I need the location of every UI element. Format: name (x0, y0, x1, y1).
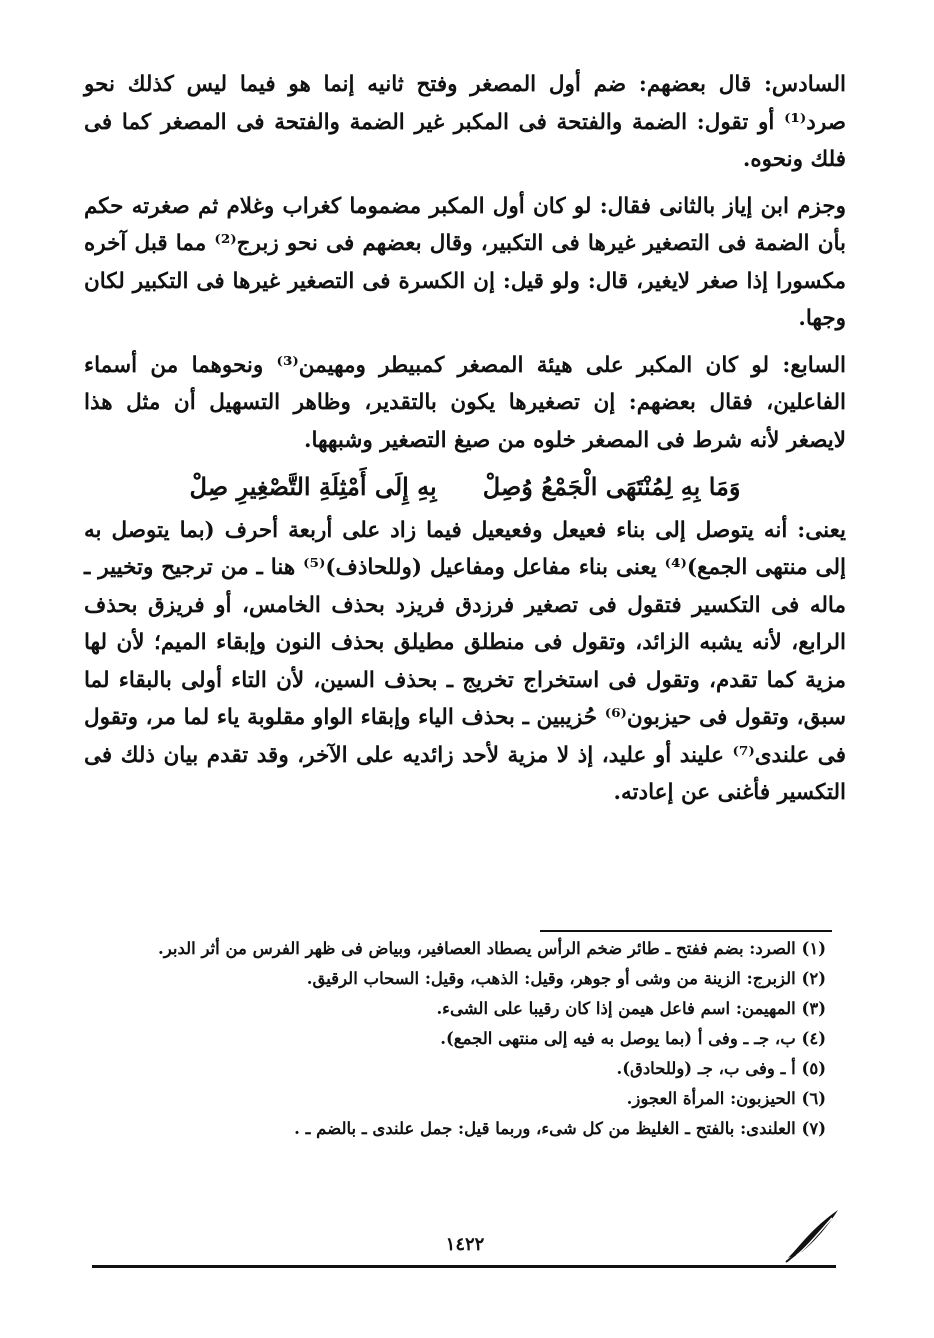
footnote-1: (١) الصرد: بضم ففتح ـ طائر ضخم الرأس يصطاد العصافير، وبياض فى ظهر الفرس من أثر الدبر. (158, 939, 826, 958)
footnote-6: (٦) الحيزبون: المرأة العجوز. (626, 1089, 826, 1108)
footnote-7: (٧) العلندى: بالفتح ـ الغليظ من كل شىء، وربما قيل: جمل علندى ـ بالضم ـ . (294, 1119, 826, 1138)
verse-hemistich-first: وَمَا بِهِ لِمُنْتَهَى الْجَمْعُ وُصِلْ (482, 472, 741, 501)
paragraph-sixth: السادس: قال بعضهم: ضم أول المصغر وفتح ثانيه إنما هو فيما ليس كذلك نحو صرد⁽¹⁾ أو تقول: الضمة والفتحة فى المكبر غير الضمة والفتحة فى المصغر كما فى فلك ونحوه. (84, 72, 846, 172)
bottom-rule (92, 1265, 836, 1268)
footnotes (84, 934, 826, 1144)
footnote-separator (540, 930, 832, 932)
verse-hemistich-second: بِهِ إِلَى أَمْثِلَةِ التَّصْغِيرِ صِلْ (189, 472, 437, 501)
footnote-4: (٤) ب، جـ ـ وفى أ (بما يوصل به فيه إلى منتهى الجمع). (440, 1029, 826, 1048)
footnote-3: (٣) المهيمن: اسم فاعل هيمن إذا كان رقيبا على الشىء. (436, 999, 826, 1018)
paragraph-ibn-iyaz: وجزم ابن إياز بالثانى فقال: لو كان أول المكبر مضموما كغراب وغلام ثم صغرته حكم بأن الضمة فى التصغير غيرها فى التكبير، وقال بعضهم فى نحو زبرج⁽²⁾ مما قبل آخره مكسورا إذا صغر لايغير، قال: ولو قيل: إن الكسرة فى التصغير غيرها فى التكبير لكان وجها. (84, 193, 847, 331)
quill-ornament-icon (782, 1206, 844, 1266)
verse-line (84, 468, 846, 506)
footnote-5: (٥) أ ـ وفى ب، جـ (وللحادق). (616, 1059, 826, 1078)
paragraph-commentary: يعنى: أنه يتوصل إلى بناء فعيعل وفعيعيل فيما زاد على أربعة أحرف (بما يتوصل به إلى منتهى الجمع)⁽⁴⁾ يعنى بناء مفاعل ومفاعيل (وللحاذف)⁽⁵⁾ هنا ـ من ترجيح وتخيير ـ ماله فى التكسير فتقول فى تصغير فرزدق فريزد بحذف الخامس، أو فريزق بحذف الرابع، لأنه يشبه الزائد، وتقول فى منطلق مطيلق بحذف النون وإبقاء الميم؛ لأن لها مزية كما تقدم، وتقول فى استخراج تخريج ـ بحذف السين، لأن التاء أولى بالبقاء لما سبق، وتقول فى حيزبون⁽⁶⁾ حُزيبين ـ بحذف الياء وإبقاء الواو مقلوبة ياء لما مر، وتقول فى علندى⁽⁷⁾ عليند أو عليد، إذ لا مزية لأحد زائديه على الآخر، وقد تقدم بيان ذلك فى التكسير فأغنى عن إعادته. (84, 517, 847, 805)
page-number: ١٤٢٢ (445, 1234, 485, 1255)
paragraph-seventh: السابع: لو كان المكبر على هيئة المصغر كمبيطر ومهيمن⁽³⁾ ونحوهما من أسماء الفاعلين، فقال بعضهم: إن تصغيرها يكون بالتقدير، وظاهر التسهيل أن مثل هذا لايصغر لأنه شرط فى المصغر خلوه من صيغ التصغير وشبهها. (84, 352, 846, 453)
footnote-2: (٢) الزبرج: الزينة من وشى أو جوهر، وقيل: الذهب، وقيل: السحاب الرقيق. (306, 969, 826, 988)
main-text (84, 66, 846, 821)
